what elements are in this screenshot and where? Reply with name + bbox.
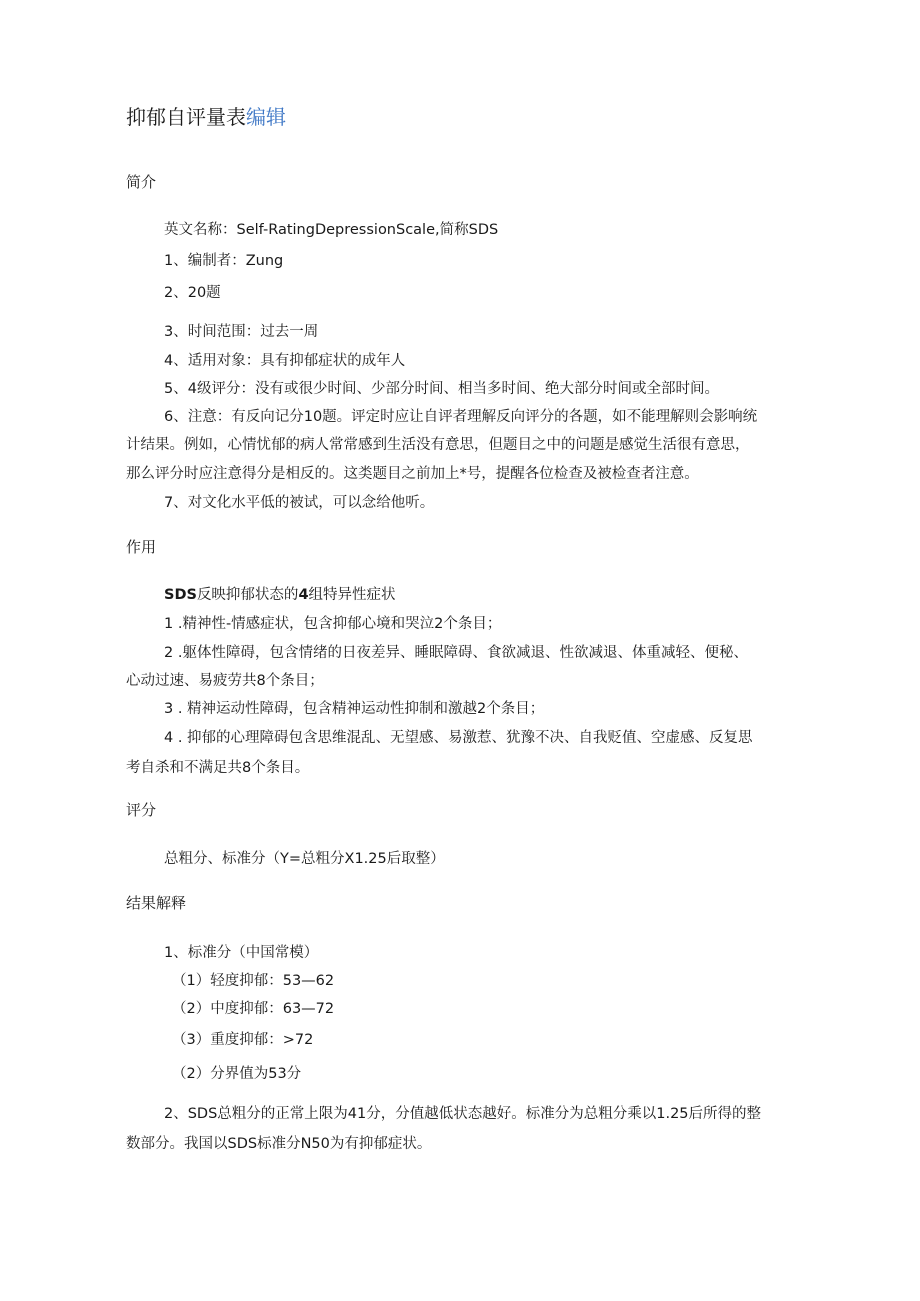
intro-line: 那么评分时应注意得分是相反的。这类题目之前加上*号，提醒各位检查及被检查者注意。 [126,466,699,482]
function-line: 3 . 精神运动性障碍，包含精神运动性抑制和激越2个条目； [164,701,545,717]
function-lead-bold-2: 4 [298,587,309,603]
function-lead-text: 反映抑郁状态的 [196,587,299,603]
interpretation-line: （1）轻度抑郁：53—62 [172,973,335,989]
interpretation-line: 2、SDS总粗分的正常上限为41分，分值越低状态越好。标准分为总粗分乘以1.25后所得的整 [164,1106,762,1122]
intro-line: 计结果。例如，心情忧郁的病人常常感到生活没有意思，但题目之中的问题是感觉生活很有意思， [126,437,750,453]
scoring-heading: 评分 [126,801,157,819]
intro-line: 2、20题 [164,285,221,301]
intro-line: 5、4级评分：没有或很少时间、少部分时间、相当多时间、绝大部分时间或全部时间。 [164,381,719,397]
intro-line: 4、适用对象：具有抑郁症状的成年人 [164,353,406,369]
interpretation-line: 数部分。我国以SDS标准分N50为有抑郁症状。 [126,1136,432,1152]
intro-line: 1、编制者：Zung [164,253,284,269]
intro-line: 3、时间范围：过去一周 [164,324,319,340]
function-lead-bold: SDS [164,587,197,603]
function-line: 4 . 抑郁的心理障碍包含思维混乱、无望感、易激惹、犹豫不决、自我贬值、空虚感、反复思 [164,730,753,746]
page-title [126,104,286,130]
interpretation-line: （2）分界值为53分 [172,1066,302,1082]
function-lead-text-2: 组特异性症状 [308,587,396,603]
intro-line: 6、注意：有反向记分10题。评定时应让自评者理解反向评分的各题，如不能理解则会影响统 [164,409,758,425]
interpretation-line: （3）重度抑郁：>72 [172,1032,314,1048]
edit-link[interactable]: 编辑 [246,105,286,129]
function-line: 心动过速、易疲劳共8个条目； [126,673,324,689]
scoring-line: 总粗分、标准分（Y=总粗分X1.25后取整） [164,851,445,867]
intro-heading: 简介 [126,173,157,191]
interpretation-line: （2）中度抑郁：63—72 [172,1001,335,1017]
intro-line: 7、对文化水平低的被试，可以念给他听。 [164,495,435,511]
function-line: 1 .精神性-情感症状，包含抑郁心境和哭泣2个条目； [164,616,502,632]
function-lead [164,585,396,605]
interpretation-line: 1、标准分（中国常模） [164,945,319,961]
intro-line: 英文名称：Self-RatingDepressionScale,简称SDS [164,222,499,238]
interpretation-heading: 结果解释 [126,894,187,912]
function-line: 2 .躯体性障碍，包含情绪的日夜差异、睡眠障碍、食欲减退、性欲减退、体重减轻、便秘、 [164,645,748,661]
function-heading: 作用 [126,538,157,556]
title-text: 抑郁自评量表 [126,105,246,129]
function-line: 考自杀和不满足共8个条目。 [126,760,310,776]
